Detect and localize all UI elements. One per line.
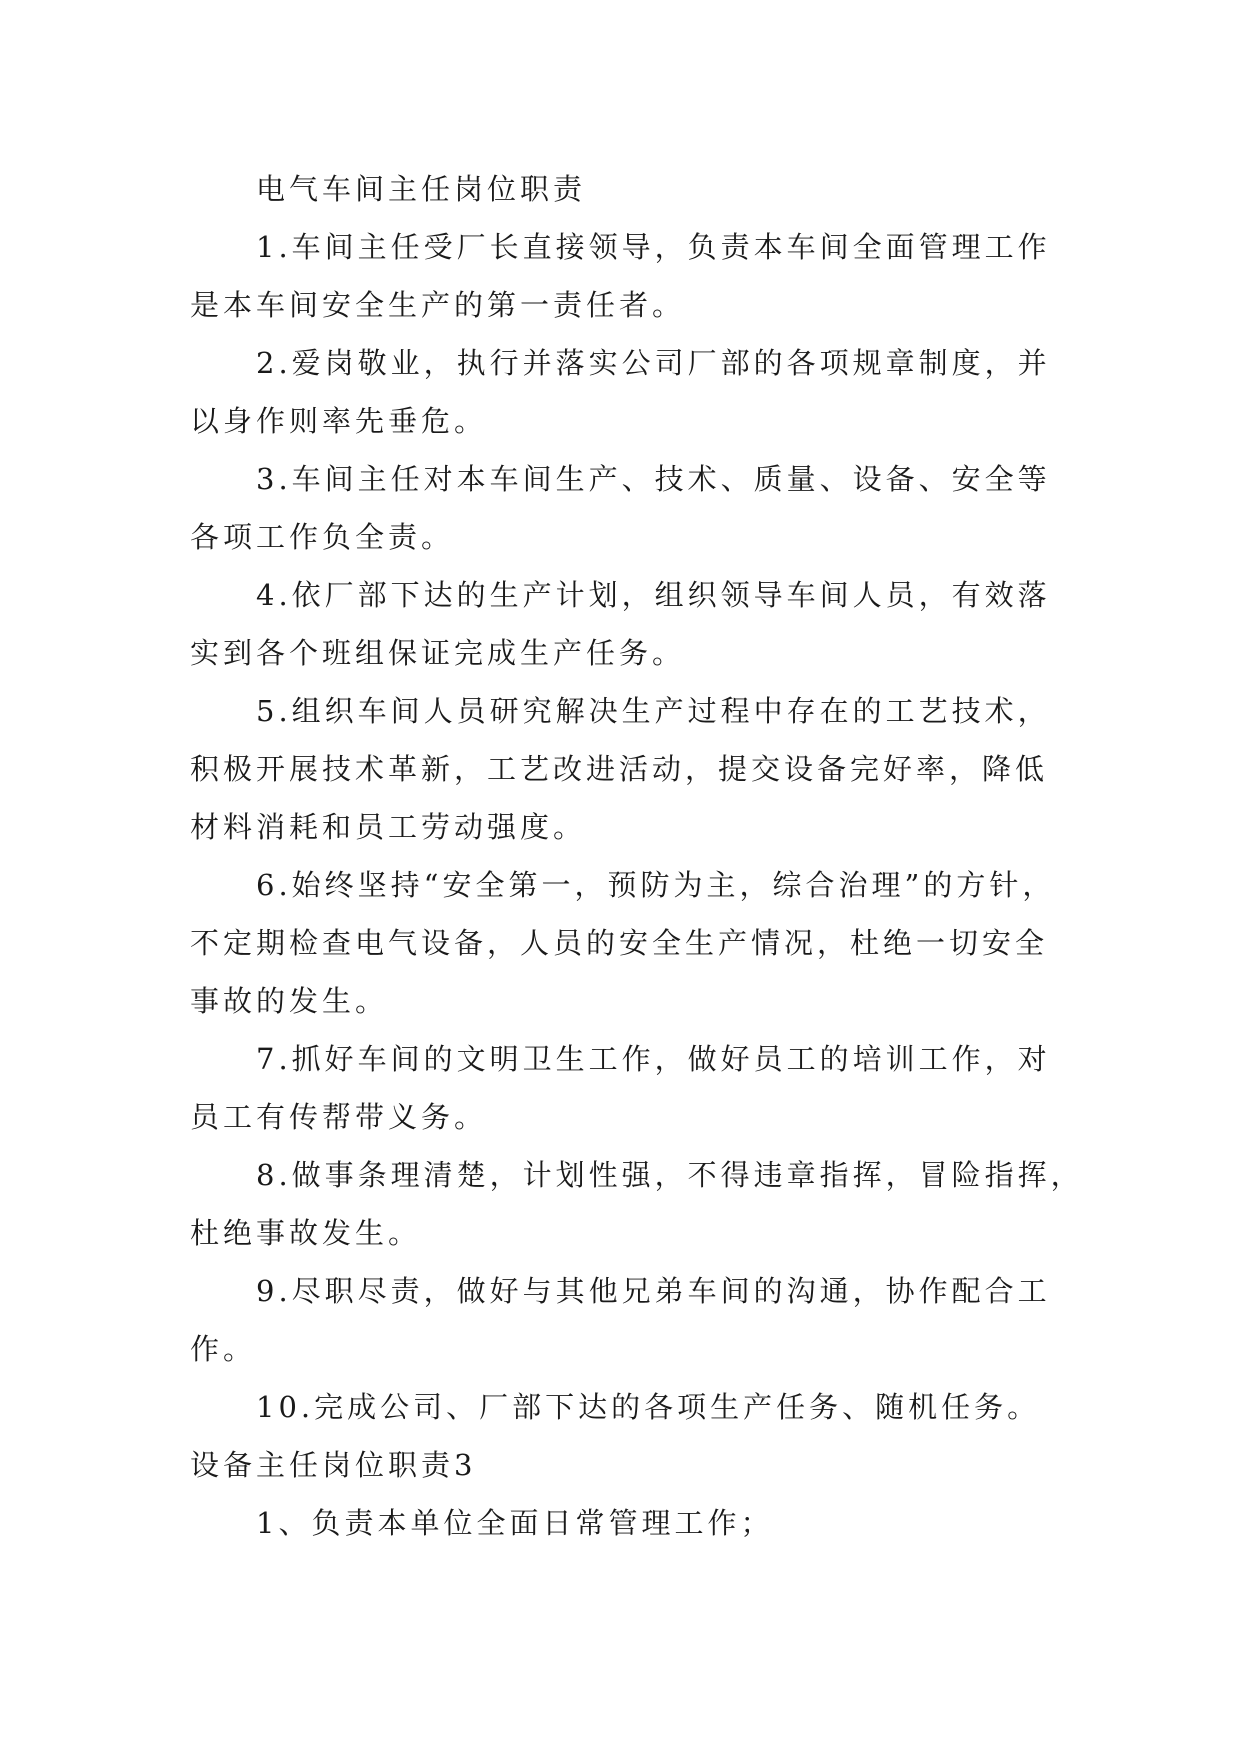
paragraph-line: 是本车间安全生产的第一责任者。 [190,288,686,322]
paragraph-8 [190,1146,1084,1262]
paragraph-3 [190,450,1052,566]
paragraph-line: 各项工作负全责。 [190,520,455,554]
paragraph-4 [190,566,1052,682]
paragraph-line: 杜绝事故发生。 [190,1216,422,1250]
document-title: 电气车间主任岗位职责 [256,172,587,206]
paragraph-line: 以身作则率先垂危。 [190,404,488,438]
paragraph-line: 9.尽职尽责，做好与其他兄弟车间的沟通，协作配合工 [256,1274,1051,1308]
paragraph-9 [190,1262,1052,1378]
paragraph-line: 员工有传帮带义务。 [190,1100,488,1134]
paragraph-line: 不定期检查电气设备，人员的安全生产情况，杜绝一切安全 [190,926,1049,960]
section-heading: 设备主任岗位职责3 [190,1448,477,1482]
paragraph-10 [190,1378,1052,1436]
paragraph-line: 1.车间主任受厂长直接领导，负责本车间全面管理工作 [256,230,1051,264]
paragraph-line: 3.车间主任对本车间生产、技术、质量、设备、安全等 [256,462,1051,496]
paragraph-line: 5.组织车间人员研究解决生产过程中存在的工艺技术， [256,694,1051,728]
paragraph-2 [190,334,1052,450]
section-paragraph-1 [190,1494,1052,1552]
paragraph-line: 作。 [190,1332,257,1366]
paragraph-line: 10.完成公司、厂部下达的各项生产任务、随机任务。 [256,1390,1041,1424]
paragraph-5 [190,682,1052,856]
paragraph-line: 事故的发生。 [190,984,389,1018]
paragraph-line: 实到各个班组保证完成生产任务。 [190,636,686,670]
paragraph-line: 积极开展技术革新，工艺改进活动，提交设备完好率，降低 [190,752,1049,786]
paragraph-line: 1、负责本单位全面日常管理工作； [256,1506,774,1540]
paragraph-1 [190,218,1052,334]
paragraph-line: 7.抓好车间的文明卫生工作，做好员工的培训工作，对 [256,1042,1051,1076]
document-body [190,160,1084,1552]
paragraph-line: 材料消耗和员工劳动强度。 [190,810,587,844]
paragraph-line: 6.始终坚持“安全第一，预防为主，综合治理”的方针， [256,868,1056,902]
paragraph-line: 8.做事条理清楚，计划性强，不得违章指挥，冒险指挥， [256,1158,1084,1192]
paragraph-line: 2.爱岗敬业，执行并落实公司厂部的各项规章制度，并 [256,346,1051,380]
paragraph-7 [190,1030,1052,1146]
paragraph-line: 4.依厂部下达的生产计划，组织领导车间人员，有效落 [256,578,1051,612]
paragraph-6 [190,856,1056,1030]
